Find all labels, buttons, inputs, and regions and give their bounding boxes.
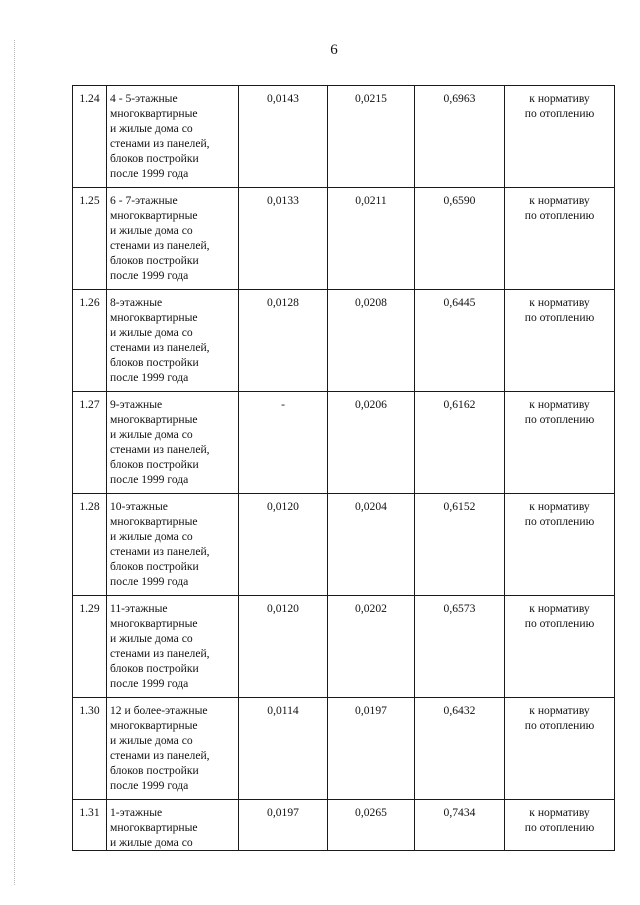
note-line: к нормативу — [529, 704, 590, 717]
description-line: стенами из панелей, — [110, 443, 210, 456]
description-line: 1-этажные — [110, 806, 163, 819]
description-line: 6 - 7-этажные — [110, 194, 178, 207]
value-cell-1: 0,0143 — [239, 86, 328, 188]
description-line: многоквартирные — [110, 413, 198, 426]
description-line: после 1999 года — [110, 269, 189, 282]
description-line: после 1999 года — [110, 677, 189, 690]
value-cell-1: 0,0197 — [239, 800, 328, 851]
description-line: блоков постройки — [110, 560, 199, 573]
description-line: блоков постройки — [110, 764, 199, 777]
note-cell — [505, 290, 615, 392]
value-cell-2: 0,0204 — [328, 494, 415, 596]
value-cell-3: 0,6445 — [415, 290, 505, 392]
norms-table — [72, 85, 615, 851]
description-line: блоков постройки — [110, 254, 199, 267]
description-line: многоквартирные — [110, 515, 198, 528]
description-line: после 1999 года — [110, 575, 189, 588]
note-line: по отоплению — [524, 515, 595, 528]
description-line: блоков постройки — [110, 152, 199, 165]
description-line: стенами из панелей, — [110, 239, 210, 252]
note-line: к нормативу — [529, 194, 590, 207]
value-cell-3: 0,6573 — [415, 596, 505, 698]
note-line: по отоплению — [524, 821, 595, 834]
description-line: и жилые дома со — [110, 326, 193, 339]
note-line: к нормативу — [529, 398, 590, 411]
row-number-cell: 1.29 — [73, 596, 107, 698]
row-number-cell: 1.31 — [73, 800, 107, 851]
value-cell-1: 0,0120 — [239, 596, 328, 698]
description-line: 9-этажные — [110, 398, 163, 411]
table-row — [73, 290, 615, 392]
building-description-cell — [107, 86, 239, 188]
value-cell-2: 0,0215 — [328, 86, 415, 188]
value-cell-3: 0,6162 — [415, 392, 505, 494]
description-line: после 1999 года — [110, 371, 189, 384]
table-row — [73, 800, 615, 851]
note-cell — [505, 596, 615, 698]
page-number: 6 — [330, 42, 338, 58]
note-line: к нормативу — [529, 500, 590, 513]
description-line: 8-этажные — [110, 296, 163, 309]
building-description-cell — [107, 188, 239, 290]
note-cell — [505, 86, 615, 188]
value-cell-2: 0,0197 — [328, 698, 415, 800]
row-number-cell: 1.25 — [73, 188, 107, 290]
note-line: по отоплению — [524, 719, 595, 732]
table-row — [73, 494, 615, 596]
description-line: стенами из панелей, — [110, 137, 210, 150]
value-cell-2: 0,0265 — [328, 800, 415, 851]
value-cell-1: 0,0133 — [239, 188, 328, 290]
value-cell-1: 0,0120 — [239, 494, 328, 596]
row-number-cell: 1.24 — [73, 86, 107, 188]
description-line: и жилые дома со — [110, 122, 193, 135]
description-line: блоков постройки — [110, 356, 199, 369]
norms-table-body — [73, 86, 615, 851]
note-line: к нормативу — [529, 92, 590, 105]
note-cell — [505, 494, 615, 596]
description-line: и жилые дома со — [110, 632, 193, 645]
description-line: блоков постройки — [110, 458, 199, 471]
value-cell-1: 0,0114 — [239, 698, 328, 800]
note-line: по отоплению — [524, 311, 595, 324]
note-cell — [505, 800, 615, 851]
value-cell-3: 0,6152 — [415, 494, 505, 596]
note-line: по отоплению — [524, 209, 595, 222]
description-line: 10-этажные — [110, 500, 168, 513]
description-line: многоквартирные — [110, 617, 198, 630]
description-line: после 1999 года — [110, 473, 189, 486]
note-line: к нормативу — [529, 806, 590, 819]
scan-margin-line — [14, 40, 15, 885]
description-line: многоквартирные — [110, 107, 198, 120]
description-line: блоков постройки — [110, 662, 199, 675]
description-line: стенами из панелей, — [110, 545, 210, 558]
value-cell-1: - — [239, 392, 328, 494]
value-cell-2: 0,0208 — [328, 290, 415, 392]
note-line: к нормативу — [529, 296, 590, 309]
description-line: стенами из панелей, — [110, 341, 210, 354]
table-row — [73, 86, 615, 188]
building-description-cell — [107, 800, 239, 851]
description-line: многоквартирные — [110, 311, 198, 324]
value-cell-3: 0,7434 — [415, 800, 505, 851]
value-cell-3: 0,6432 — [415, 698, 505, 800]
note-cell — [505, 392, 615, 494]
table-row — [73, 392, 615, 494]
table-row — [73, 698, 615, 800]
note-line: к нормативу — [529, 602, 590, 615]
description-line: и жилые дома со — [110, 428, 193, 441]
row-number-cell: 1.30 — [73, 698, 107, 800]
building-description-cell — [107, 290, 239, 392]
value-cell-1: 0,0128 — [239, 290, 328, 392]
table-row — [73, 596, 615, 698]
building-description-cell — [107, 698, 239, 800]
description-line: стенами из панелей, — [110, 647, 210, 660]
description-line: после 1999 года — [110, 779, 189, 792]
description-line: 11-этажные — [110, 602, 168, 615]
description-line: после 1999 года — [110, 167, 189, 180]
note-line: по отоплению — [524, 107, 595, 120]
value-cell-3: 0,6590 — [415, 188, 505, 290]
row-number-cell: 1.28 — [73, 494, 107, 596]
note-cell — [505, 698, 615, 800]
value-cell-2: 0,0206 — [328, 392, 415, 494]
note-line: по отоплению — [524, 413, 595, 426]
description-line: 12 и более-этажные — [110, 704, 208, 717]
note-cell — [505, 188, 615, 290]
note-line: по отоплению — [524, 617, 595, 630]
table-row — [73, 188, 615, 290]
description-line: многоквартирные — [110, 821, 198, 834]
value-cell-2: 0,0202 — [328, 596, 415, 698]
building-description-cell — [107, 596, 239, 698]
description-line: многоквартирные — [110, 209, 198, 222]
value-cell-2: 0,0211 — [328, 188, 415, 290]
row-number-cell: 1.26 — [73, 290, 107, 392]
description-line: 4 - 5-этажные — [110, 92, 178, 105]
description-line: и жилые дома со — [110, 530, 193, 543]
description-line: стенами из панелей, — [110, 749, 210, 762]
description-line: и жилые дома со — [110, 224, 193, 237]
description-line: многоквартирные — [110, 719, 198, 732]
description-line: и жилые дома со — [110, 734, 193, 747]
description-line: и жилые дома со — [110, 836, 193, 849]
value-cell-3: 0,6963 — [415, 86, 505, 188]
row-number-cell: 1.27 — [73, 392, 107, 494]
building-description-cell — [107, 392, 239, 494]
building-description-cell — [107, 494, 239, 596]
